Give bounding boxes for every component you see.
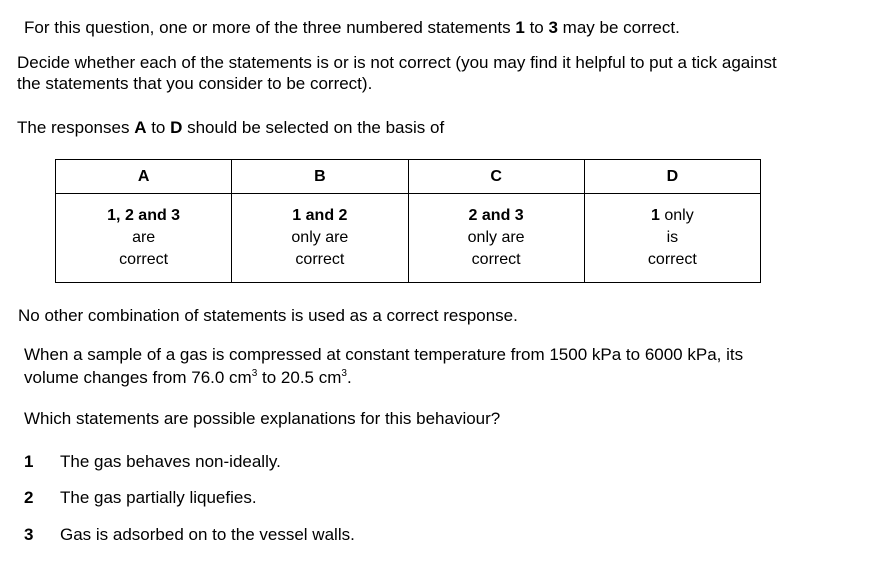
response-key-table [55, 159, 761, 283]
stem-text: volume changes from 76.0 cm [24, 368, 252, 387]
body-cell-d [584, 194, 760, 283]
cell-line-2: is [666, 229, 679, 246]
unit-exponent: 3 [341, 368, 347, 379]
response-letter: D [170, 118, 183, 137]
header-cell-a: A [56, 160, 232, 194]
cell-line-3: correct [647, 251, 697, 268]
statement-text: Gas is adsorbed on to the vessel walls. [60, 525, 355, 544]
instruction-line-3 [17, 117, 444, 138]
cell-line-3: correct [295, 251, 345, 268]
cell-statement-number: 1 [651, 207, 660, 224]
cell-statements [585, 205, 760, 227]
stem-text: . [346, 368, 352, 387]
response-letter: A [134, 118, 147, 137]
instruction-text: should be selected on the basis of [182, 118, 445, 137]
unit-exponent: 3 [251, 368, 258, 379]
body-cell-a [56, 194, 232, 283]
cell-statements: 1 and 2 [292, 207, 348, 224]
instruction-line-1 [24, 17, 680, 38]
instruction-text: For this question, one or more of the three numbered statements [24, 18, 516, 37]
question-stem-line-2 [24, 367, 352, 388]
body-cell-b [232, 194, 408, 283]
statement-number: 3 [24, 525, 34, 544]
instruction-text: The responses [17, 118, 135, 137]
cell-line-2: only are [291, 229, 349, 246]
stem-text: to 20.5 cm [257, 368, 342, 387]
question-stem-line-1: When a sample of a gas is compressed at constant temperature from 1500 kPa to 6000 kPa, its [24, 345, 744, 364]
instruction-text: to [146, 118, 171, 137]
body-cell-c [408, 194, 584, 283]
cell-line-3: correct [471, 251, 521, 268]
instruction-text: may be correct. [557, 18, 680, 37]
statement-text: The gas behaves non-ideally. [60, 452, 281, 471]
cell-statements: 1, 2 and 3 [107, 207, 181, 224]
statement-number: 3 [548, 18, 558, 37]
statement-number: 1 [515, 18, 525, 37]
combination-note: No other combination of statements is used as a correct response. [18, 306, 518, 325]
cell-line-2: only are [467, 229, 525, 246]
cell-line-2: are [132, 229, 156, 246]
instruction-line-2a: Decide whether each of the statements is or is not correct (you may find it helpful to put a tick against [17, 53, 777, 72]
statement-number: 1 [24, 452, 34, 471]
cell-statements: 2 and 3 [468, 207, 524, 224]
statement-number: 2 [24, 488, 34, 507]
statement-text: The gas partially liquefies. [60, 488, 257, 507]
header-cell-b: B [232, 160, 408, 194]
instruction-text: to [524, 18, 549, 37]
response-key-header-row [56, 160, 761, 194]
response-key-body-row [56, 194, 761, 283]
header-cell-d: D [584, 160, 760, 194]
cell-statement-suffix: only [659, 207, 694, 224]
instruction-line-2b: the statements that you consider to be correct). [17, 74, 373, 93]
header-cell-c: C [408, 160, 584, 194]
question-prompt: Which statements are possible explanations for this behaviour? [24, 409, 501, 428]
cell-line-3: correct [119, 251, 169, 268]
